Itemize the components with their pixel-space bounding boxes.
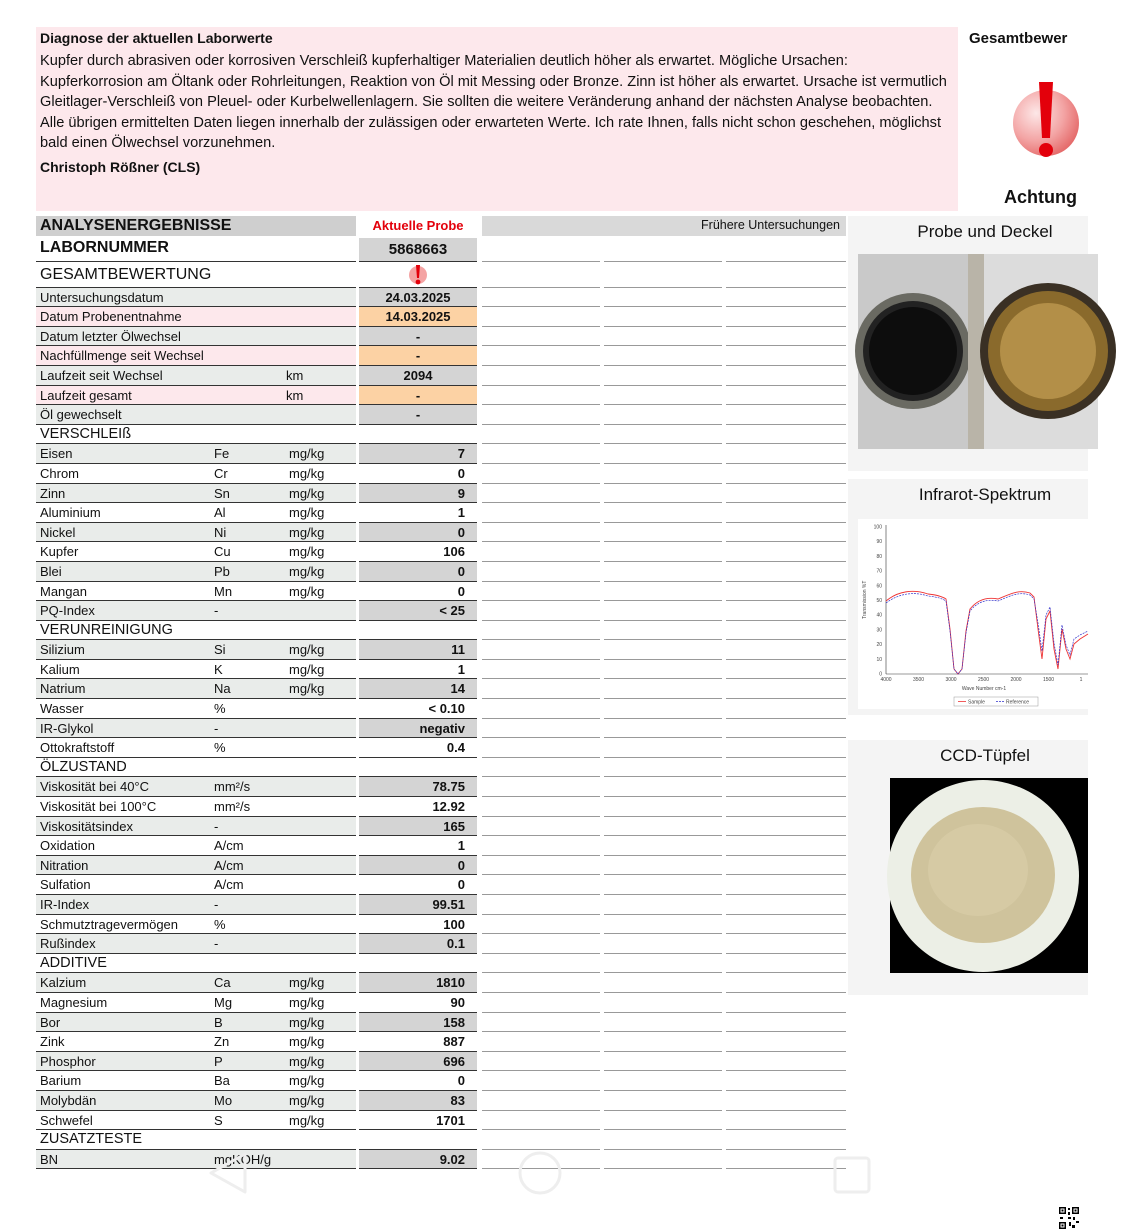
row-value: 158 xyxy=(359,1013,477,1033)
row-symbol: Ca xyxy=(214,975,231,991)
table-row xyxy=(36,1013,846,1033)
ir-panel-title: Infrarot-Spektrum xyxy=(918,485,1052,504)
results-table xyxy=(36,216,846,1169)
ir-xlabel: Wave Number cm-1 xyxy=(961,686,1007,692)
ir-ytick: 90 xyxy=(876,539,882,546)
ir-xtick: 3000 xyxy=(945,677,957,683)
overall-label: GESAMTBEWERTUNG xyxy=(40,265,212,283)
table-row xyxy=(36,973,846,993)
meta-label: Öl gewechselt xyxy=(40,407,122,423)
table-row xyxy=(36,738,846,758)
row-symbol: - xyxy=(214,818,219,834)
row-value: 0.1 xyxy=(359,934,477,954)
table-row xyxy=(36,679,846,699)
row-symbol: Cu xyxy=(214,544,231,560)
nav-home-icon[interactable] xyxy=(516,1150,564,1196)
row-value: 100 xyxy=(359,915,477,935)
diagnosis-text: Kupfer durch abrasiven oder korrosiven Verschleiß kupferhaltiger Materialien deutlich höher als erwartet. Mögliche Ursachen: Kupferkorrosion am Öltank oder Rohrleitungen, Reaktion von Öl mit Messing oder Bronze. Zinn ist höher als erwartet. Ursache ist vermutlich Gleitlager-Verschleiß von Pleuel- oder Kurbelwellenlagern. Sie sollten die weitere Veränderung anhand der nächsten Analyse beobachten. Alle übrigen ermittelten Daten liegen innerhalb der zulässigen oder erwarteten Werte. Ich rate Ihnen, falls nicht schon geschehen, möglichst bald einen Ölwechsel vorzunehmen. xyxy=(40,53,947,151)
table-row xyxy=(36,601,846,621)
row-symbol: Cr xyxy=(214,465,228,481)
meta-row xyxy=(36,327,846,347)
table-row xyxy=(36,660,846,680)
lab-number-value: 5868663 xyxy=(359,238,477,262)
lab-number-label: LABORNUMMER xyxy=(40,238,169,256)
row-value: 0 xyxy=(359,582,477,602)
ir-ytick: 50 xyxy=(876,598,882,604)
table-row xyxy=(36,1111,846,1131)
row-label: PQ-Index xyxy=(40,603,95,619)
meta-row xyxy=(36,307,846,327)
ir-ytick: 70 xyxy=(876,568,882,575)
row-symbol: - xyxy=(214,720,219,736)
row-symbol: Mn xyxy=(214,583,233,599)
row-unit: mg/kg xyxy=(289,1112,325,1128)
row-value: 9.02 xyxy=(359,1150,477,1170)
row-value: 0 xyxy=(359,562,477,582)
row-value: 99.51 xyxy=(359,895,477,915)
table-row xyxy=(36,640,846,660)
ir-ytick: 80 xyxy=(876,553,882,560)
row-unit: mg/kg xyxy=(289,1034,325,1050)
row-unit: mg/kg xyxy=(289,485,325,501)
row-label: BN xyxy=(40,1151,59,1167)
row-unit: mg/kg xyxy=(289,465,325,481)
row-unit: mg/kg xyxy=(289,524,325,540)
ir-spectrum-panel xyxy=(848,479,1088,715)
row-symbol: A/cm xyxy=(214,877,244,893)
row-symbol: B xyxy=(214,1014,223,1030)
ir-ytick: 0 xyxy=(879,671,882,678)
meta-value: - xyxy=(359,386,477,406)
table-row xyxy=(36,777,846,797)
row-label: Aluminium xyxy=(40,505,101,521)
meta-label: Nachfüllmenge seit Wechsel xyxy=(40,348,204,364)
row-value: < 0.10 xyxy=(359,699,477,719)
row-label: IR-Index xyxy=(40,897,90,912)
row-label: Schwefel xyxy=(40,1112,93,1128)
row-label: Schmutztragevermögen xyxy=(40,916,179,932)
table-row xyxy=(36,895,846,915)
row-unit: mg/kg xyxy=(289,446,325,462)
ir-spectrum-chart xyxy=(858,519,1088,709)
row-label: Blei xyxy=(40,563,62,579)
table-row xyxy=(36,503,846,523)
table-row xyxy=(36,1091,846,1111)
row-unit: mg/kg xyxy=(289,1092,325,1108)
row-label: Silizium xyxy=(40,642,85,658)
row-symbol: % xyxy=(214,916,226,932)
row-symbol: Si xyxy=(214,642,226,658)
ir-xtick: 1 xyxy=(1079,677,1083,683)
row-unit: mg/kg xyxy=(289,661,325,677)
section-heading xyxy=(36,621,846,641)
meta-row xyxy=(36,405,846,425)
ir-ytick: 60 xyxy=(876,583,882,590)
meta-row xyxy=(36,386,846,406)
meta-label: Datum letzter Ölwechsel xyxy=(40,328,181,344)
row-label: Phosphor xyxy=(40,1053,96,1069)
row-symbol: mgKOH/g xyxy=(214,1151,272,1167)
row-value: 0 xyxy=(359,875,477,895)
row-symbol: - xyxy=(214,897,219,912)
diagnosis-title: Diagnose der aktuellen Laborwerte xyxy=(40,30,273,46)
row-symbol: mm²/s xyxy=(214,799,251,815)
overall-row xyxy=(36,262,846,288)
ir-ylabel: Transmission %T xyxy=(862,580,868,619)
ir-xtick: 4000 xyxy=(880,677,892,683)
row-label: Oxidation xyxy=(40,838,95,854)
row-unit: mg/kg xyxy=(289,505,325,521)
row-label: Natrium xyxy=(40,681,86,697)
row-value: 106 xyxy=(359,542,477,562)
row-label: Zinn xyxy=(40,485,66,501)
row-label: Nitration xyxy=(40,857,89,873)
row-value: 1701 xyxy=(359,1111,477,1131)
row-symbol: A/cm xyxy=(214,857,244,873)
sample-photo xyxy=(858,254,1098,449)
row-unit: mg/kg xyxy=(289,1053,325,1069)
sample-panel xyxy=(848,216,1088,471)
meta-label: Laufzeit seit Wechsel xyxy=(40,367,163,383)
row-value: 11 xyxy=(359,640,477,660)
overall-status: Achtung xyxy=(1004,187,1077,207)
row-value: 14 xyxy=(359,679,477,699)
row-value: 1 xyxy=(359,503,477,523)
row-symbol: Ni xyxy=(214,524,227,540)
ccd-panel-title: CCD-Tüpfel xyxy=(940,746,1030,765)
row-symbol: Mo xyxy=(214,1092,233,1108)
row-value: 0 xyxy=(359,523,477,543)
row-unit: mg/kg xyxy=(289,1014,325,1030)
row-symbol: S xyxy=(214,1112,223,1128)
table-row xyxy=(36,582,846,602)
row-label: Viskosität bei 100°C xyxy=(40,799,157,815)
row-label: Molybdän xyxy=(40,1092,97,1108)
table-row xyxy=(36,523,846,543)
table-title: ANALYSENERGEBNISSE xyxy=(36,216,356,236)
table-row xyxy=(36,1052,846,1072)
row-symbol: Zn xyxy=(214,1034,230,1050)
row-value: 78.75 xyxy=(359,777,477,797)
row-value: 0.4 xyxy=(359,738,477,758)
row-value: 887 xyxy=(359,1032,477,1052)
row-symbol: Ba xyxy=(214,1073,230,1089)
meta-unit: km xyxy=(286,387,304,403)
row-symbol: Pb xyxy=(214,563,230,579)
row-symbol: mm²/s xyxy=(214,779,251,795)
meta-unit: km xyxy=(286,367,304,383)
row-value: 0 xyxy=(359,1071,477,1091)
table-row xyxy=(36,464,846,484)
overall-small-icon xyxy=(359,262,477,288)
table-row xyxy=(36,1071,846,1091)
nav-back-icon[interactable] xyxy=(205,1150,249,1196)
ir-ytick: 100 xyxy=(873,524,882,531)
row-value: 9 xyxy=(359,484,477,504)
table-row xyxy=(36,542,846,562)
sample-panel-title: Probe und Deckel xyxy=(917,222,1053,241)
row-symbol: Mg xyxy=(214,994,233,1010)
meta-value: - xyxy=(359,405,477,425)
row-label: Wasser xyxy=(40,701,84,717)
row-symbol: % xyxy=(214,740,226,756)
row-label: Viskosität bei 40°C xyxy=(40,779,150,795)
meta-row xyxy=(36,288,846,308)
overall-rating xyxy=(960,0,1080,215)
section-title: ADDITIVE xyxy=(40,954,107,971)
row-label: Rußindex xyxy=(40,936,96,952)
row-label: Eisen xyxy=(40,446,73,462)
section-title: VERUNREINIGUNG xyxy=(40,621,173,638)
meta-label: Untersuchungsdatum xyxy=(40,289,164,305)
row-symbol: P xyxy=(214,1053,223,1069)
ir-xtick: 3500 xyxy=(912,677,925,683)
table-row xyxy=(36,836,846,856)
row-value: 696 xyxy=(359,1052,477,1072)
diagnosis-box xyxy=(36,27,958,211)
section-heading xyxy=(36,758,846,778)
section-title: ZUSATZTESTE xyxy=(40,1131,143,1148)
meta-label: Datum Probenentnahme xyxy=(40,309,182,325)
current-sample-label: Aktuelle Probe xyxy=(372,218,464,233)
qr-code-icon xyxy=(1058,1206,1080,1231)
row-label: Sulfation xyxy=(40,877,91,893)
row-symbol: A/cm xyxy=(214,838,244,854)
row-label: Mangan xyxy=(40,583,87,599)
table-row xyxy=(36,1150,846,1170)
table-row xyxy=(36,934,846,954)
row-value: 0 xyxy=(359,856,477,876)
ccd-panel xyxy=(848,740,1088,995)
row-value: 90 xyxy=(359,993,477,1013)
row-symbol: Na xyxy=(214,681,231,697)
row-symbol: Sn xyxy=(214,485,230,501)
row-value: 7 xyxy=(359,444,477,464)
row-label: Ottokraftstoff xyxy=(40,740,115,756)
table-row xyxy=(36,797,846,817)
warning-icon xyxy=(1012,80,1086,162)
row-label: Viskositätsindex xyxy=(40,818,133,834)
row-value: 83 xyxy=(359,1091,477,1111)
meta-value: 2094 xyxy=(359,366,477,386)
nav-recent-icon[interactable] xyxy=(832,1155,872,1195)
ir-ytick: 40 xyxy=(876,612,882,619)
ir-xtick: 2500 xyxy=(977,677,990,683)
row-label: Kupfer xyxy=(40,544,79,560)
table-row xyxy=(36,915,846,935)
row-value: 12.92 xyxy=(359,797,477,817)
table-row xyxy=(36,993,846,1013)
row-symbol: Al xyxy=(214,505,226,521)
row-value: 165 xyxy=(359,817,477,837)
table-row xyxy=(36,484,846,504)
ir-xtick: 2000 xyxy=(1010,677,1022,683)
ir-ytick: 10 xyxy=(876,656,882,663)
row-value: 1 xyxy=(359,660,477,680)
lab-number-row xyxy=(36,238,846,262)
meta-row xyxy=(36,346,846,366)
row-symbol: - xyxy=(214,603,219,619)
row-unit: mg/kg xyxy=(289,583,325,599)
section-heading xyxy=(36,425,846,445)
section-heading xyxy=(36,1130,846,1150)
row-label: Bor xyxy=(40,1014,61,1030)
row-symbol: - xyxy=(214,936,219,952)
section-heading xyxy=(36,954,846,974)
row-symbol: Fe xyxy=(214,446,230,462)
overall-heading: Gesamtbewer xyxy=(969,30,1068,47)
ccd-spot-photo xyxy=(858,778,1088,973)
row-unit: mg/kg xyxy=(289,681,325,697)
section-title: ÖLZUSTAND xyxy=(40,758,127,775)
table-row xyxy=(36,562,846,582)
row-symbol: % xyxy=(214,701,226,717)
diagnosis-signature: Christoph Rößner (CLS) xyxy=(40,159,201,175)
row-label: Chrom xyxy=(40,465,80,481)
row-value: negativ xyxy=(359,719,477,739)
meta-label: Laufzeit gesamt xyxy=(40,387,132,403)
meta-row xyxy=(36,366,846,386)
table-row xyxy=(36,699,846,719)
row-value: 0 xyxy=(359,464,477,484)
table-row xyxy=(36,719,846,739)
row-unit: mg/kg xyxy=(289,994,325,1010)
table-row xyxy=(36,856,846,876)
row-unit: mg/kg xyxy=(289,544,325,560)
row-unit: mg/kg xyxy=(289,563,325,579)
row-label: Zink xyxy=(40,1034,65,1050)
row-label: Kalzium xyxy=(40,975,87,991)
row-label: Magnesium xyxy=(40,994,108,1010)
row-label: Nickel xyxy=(40,524,76,540)
row-symbol: K xyxy=(214,661,223,677)
table-row xyxy=(36,875,846,895)
row-unit: mg/kg xyxy=(289,642,325,658)
meta-value: - xyxy=(359,346,477,366)
row-label: Kalium xyxy=(40,661,80,677)
row-unit: mg/kg xyxy=(289,1073,325,1089)
ir-legend-sample: Sample xyxy=(968,699,985,706)
row-label: Barium xyxy=(40,1073,82,1089)
table-row xyxy=(36,817,846,837)
table-header xyxy=(36,216,846,236)
ir-ytick: 20 xyxy=(876,642,882,649)
history-label: Frühere Untersuchungen xyxy=(482,216,846,236)
row-value: 1 xyxy=(359,836,477,856)
meta-value: - xyxy=(359,327,477,347)
ir-legend-reference: Reference xyxy=(1006,699,1030,706)
row-unit: mg/kg xyxy=(289,975,325,991)
table-row xyxy=(36,1032,846,1052)
ir-ytick: 30 xyxy=(876,627,882,634)
ir-xtick: 1500 xyxy=(1042,677,1055,683)
row-label: IR-Glykol xyxy=(40,720,94,736)
section-title: VERSCHLEIß xyxy=(40,425,132,442)
row-value: 1810 xyxy=(359,973,477,993)
meta-value: 24.03.2025 xyxy=(359,288,477,308)
table-row xyxy=(36,444,846,464)
row-value: < 25 xyxy=(359,601,477,621)
meta-value: 14.03.2025 xyxy=(359,307,477,327)
